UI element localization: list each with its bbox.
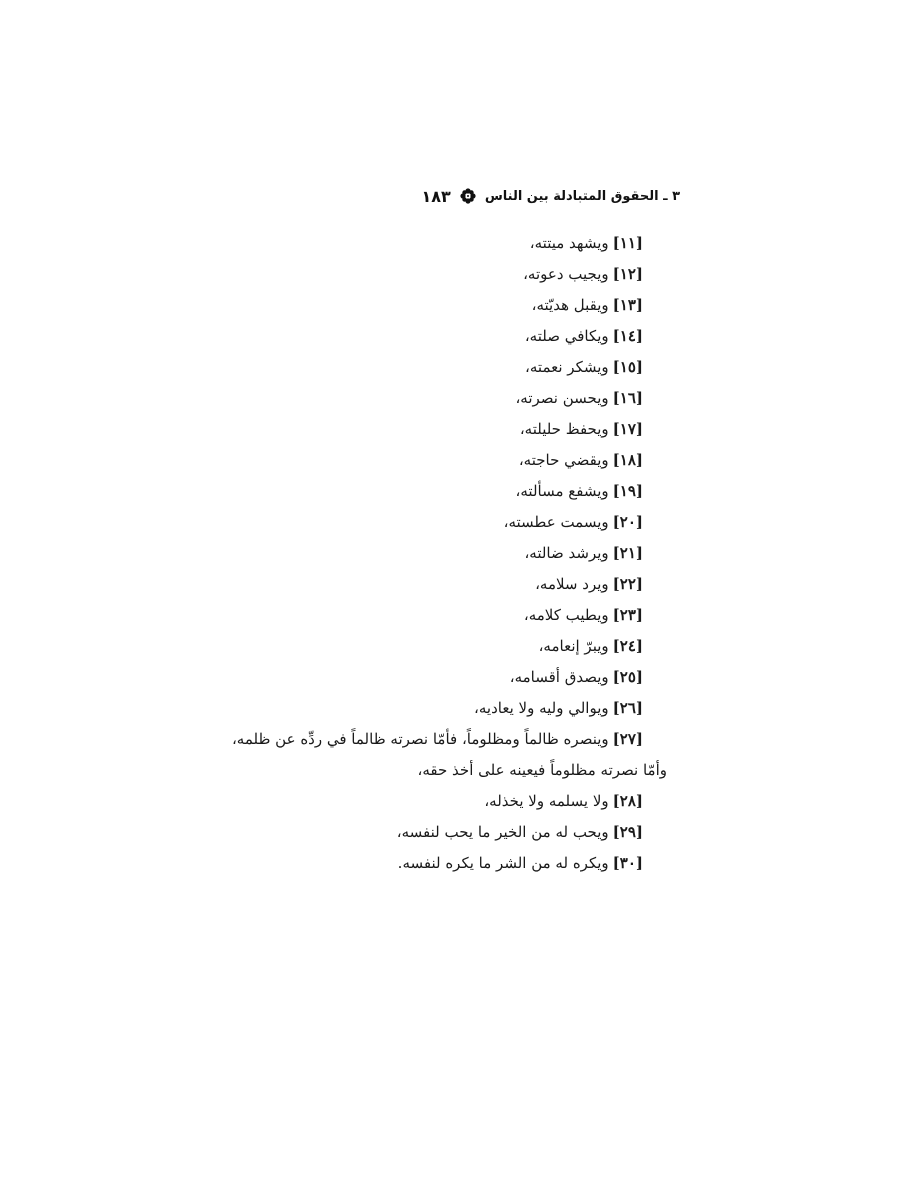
item-text: ويبرّ إنعامه،: [538, 637, 609, 655]
item-number: [٢٨]: [612, 792, 643, 810]
item-number: [٢٢]: [612, 575, 643, 593]
list-item: [200, 507, 643, 538]
list-item: [200, 848, 643, 879]
item-text: ويصدق أقسامه،: [509, 668, 609, 686]
item-text: ويشكر نعمته،: [525, 358, 609, 376]
list-item: [200, 228, 643, 259]
item-text: ويكره له من الشر ما يكره لنفسه.: [397, 854, 609, 872]
list-item: [200, 538, 643, 569]
item-number: [١٦]: [612, 389, 643, 407]
item-text: ويرد سلامه،: [535, 575, 609, 593]
running-header: [236, 184, 680, 208]
item-text: وينصره ظالماً ومظلوماً، فأمّا نصرته ظالماً في ردِّه عن ظلمه،: [231, 730, 609, 748]
list-item: [200, 724, 643, 755]
item-text: ويقبل هديّته،: [531, 296, 609, 314]
item-number: [٢٠]: [612, 513, 643, 531]
list-item: [200, 817, 643, 848]
item-number: [٢٣]: [612, 606, 643, 624]
list-item: [200, 476, 643, 507]
item-number: [١١]: [612, 234, 643, 252]
list-item-continuation: وأمّا نصرته مظلوماً فيعينه على أخذ حقه،: [417, 761, 667, 779]
item-text: ويقضي حاجته،: [518, 451, 609, 469]
item-number: [٢٦]: [612, 699, 643, 717]
item-number: [١٧]: [612, 420, 643, 438]
item-number: [١٣]: [612, 296, 643, 314]
item-text: ويجيب دعوته،: [523, 265, 609, 283]
item-number: [١٥]: [612, 358, 643, 376]
chapter-title: ٣ ـ الحقوق المتبادلة بين الناس: [484, 188, 680, 204]
item-number: [٢٩]: [612, 823, 643, 841]
list-item: [200, 693, 643, 724]
item-text: ويحسن نصرته،: [515, 389, 609, 407]
list-item: [200, 290, 643, 321]
item-text: ويشهد ميتته،: [529, 234, 609, 252]
list-item: [200, 631, 643, 662]
rights-list: [200, 228, 667, 879]
item-number: [٢١]: [612, 544, 643, 562]
item-text: ويسمت عطسته،: [503, 513, 609, 531]
list-item: [200, 383, 643, 414]
item-number: [٢٤]: [612, 637, 643, 655]
list-item: [200, 445, 643, 476]
item-text: ويرشد ضالته،: [524, 544, 609, 562]
list-item: [200, 352, 643, 383]
item-text: ويحب له من الخير ما يحب لنفسه،: [396, 823, 609, 841]
item-number: [١٩]: [612, 482, 643, 500]
item-text: ويشفع مسألته،: [515, 482, 609, 500]
item-text: ويطيب كلامه،: [523, 606, 609, 624]
item-number: [١٤]: [612, 327, 643, 345]
list-item: [200, 414, 643, 445]
list-item: [200, 321, 643, 352]
item-text: ولا يسلمه ولا يخذله،: [484, 792, 609, 810]
flower-ornament-icon: [460, 188, 476, 204]
page-number: ١٨٣: [421, 186, 451, 206]
item-number: [٢٥]: [612, 668, 643, 686]
item-text: ويحفظ حليلته،: [519, 420, 609, 438]
list-item: [200, 662, 643, 693]
item-number: [٣٠]: [612, 854, 643, 872]
item-text: ويكافي صلته،: [524, 327, 609, 345]
list-item: [200, 600, 643, 631]
item-number: [١٨]: [612, 451, 643, 469]
list-item: [200, 569, 643, 600]
list-item: [200, 786, 643, 817]
item-text: ويوالي وليه ولا يعاديه،: [474, 699, 609, 717]
list-item: [200, 259, 643, 290]
item-number: [٢٧]: [612, 730, 643, 748]
item-number: [١٢]: [612, 265, 643, 283]
